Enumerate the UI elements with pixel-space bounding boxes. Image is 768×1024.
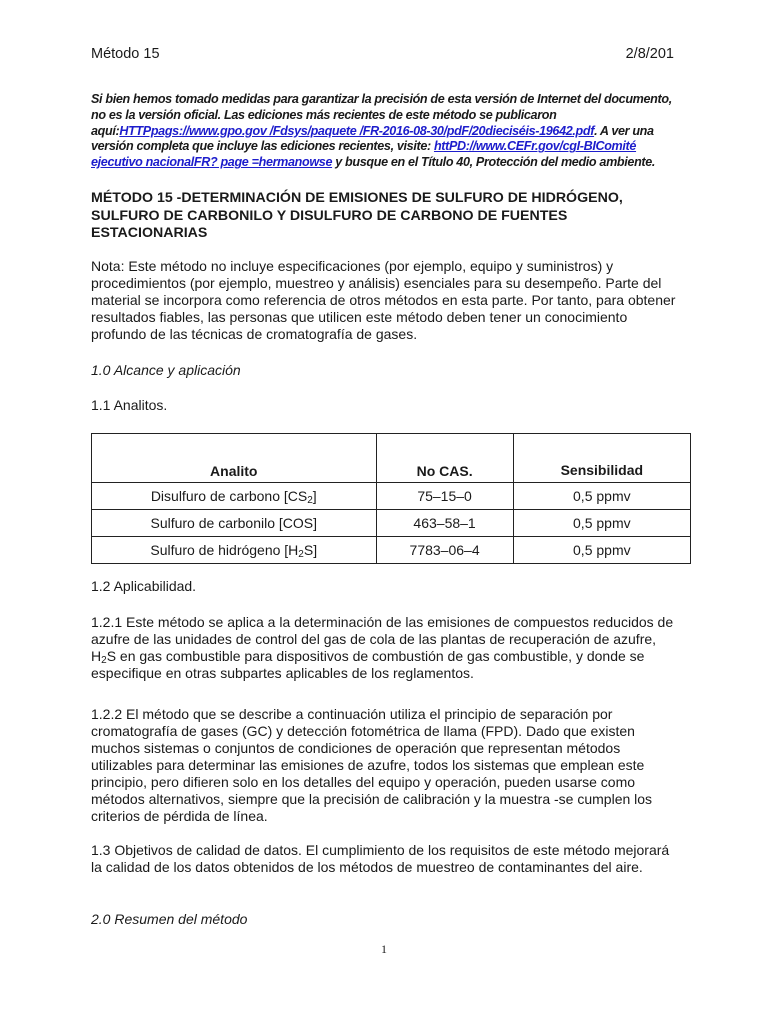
method-title: MÉTODO 15 -DETERMINACIÓN DE EMISIONES DE SULFURO DE HIDRÓGENO, SULFURO DE CARBONILO Y DISULFURO DE CARBONO DE FUENTES ESTACIONARIAS (91, 190, 623, 241)
cas-cell: 75–15–0 (376, 483, 513, 510)
analito-tail: ] (312, 488, 317, 504)
section-2-0-heading: 2.0 Resumen del método (91, 911, 248, 927)
p121-subscript: 2 (101, 655, 107, 666)
p121-text-a: 1.2.1 Este método se aplica a la determinación de las emisiones de compuestos reducidos de azufre de las unidades de control del gas de cola de las plantas de recuperación de azufre, H (91, 614, 674, 664)
cas-cell: 463–58–1 (376, 510, 513, 537)
sens-cell: 0,5 ppmv (513, 537, 690, 564)
ecfr-link[interactable]: httPD://www.CEFr.gov/cgI-BIComité ejecutivo nacionalFR? page =hermanowse (91, 139, 637, 170)
analito-subscript: 2 (298, 549, 304, 560)
table-row (92, 537, 691, 564)
analytes-table (91, 433, 691, 564)
col-header-sensibilidad (513, 434, 690, 483)
analito-cell (92, 537, 377, 564)
table-row (92, 510, 691, 537)
page-header (91, 46, 674, 62)
header-method: Método 15 (91, 46, 160, 62)
table-header-row (92, 434, 691, 483)
nota-paragraph: Nota: Este método no incluye especificaciones (por ejemplo, equipo y suministros) y procedimientos (por ejemplo, muestreo y análisis) esenciales para su desempeño. Parte del material se incorpora como referencia de otros métodos en esta parte. Por tanto, para obtener resultados fiables, las personas que utilicen este método deben tener un conocimiento profundo de las técnicas de cromatografía de gases. (91, 258, 676, 342)
paragraph-1-3: 1.3 Objetivos de calidad de datos. El cumplimiento de los requisitos de este método mejorará la calidad de los datos obtenidos de los métodos de muestreo de contaminantes del aire. (91, 842, 670, 875)
analito-name: Disulfuro de carbono [CS (150, 488, 308, 504)
section-1-1-heading: 1.1 Analitos. (91, 397, 168, 413)
analito-cell (92, 483, 377, 510)
section-1-0-heading: 1.0 Alcance y aplicación (91, 362, 241, 378)
table-row (92, 483, 691, 510)
analito-name: Sulfuro de hidrógeno [H (150, 542, 299, 558)
gpo-link[interactable]: HTTPpags://www.gpo.gov /Fdsys/paquete /FR-2016-08-30/pdF/20dieciséis-19642.pdf (119, 123, 595, 138)
cas-cell: 7783–06–4 (376, 537, 513, 564)
sens-cell: 0,5 ppmv (513, 510, 690, 537)
analito-name: Sulfuro de carbonilo [COS] (150, 515, 318, 531)
header-date: 2/8/201 (625, 46, 674, 62)
section-1-2-heading: 1.2 Aplicabilidad. (91, 578, 197, 594)
analito-cell (92, 510, 377, 537)
sensibilidad-text: Sensibilidad (560, 462, 644, 478)
p121-text-b: S en gas combustible para dispositivos de combustión de gas combustible, y donde se especifique en otras subpartes aplicables de los reglamentos. (91, 648, 645, 681)
notice-text-3: y busque en el Título 40, Protección del medio ambiente. (332, 155, 656, 170)
analito-tail: S] (303, 542, 318, 558)
paragraph-1-2-1 (91, 614, 678, 682)
notice-text-2: . A ver una versión completa que incluye las ediciones recientes, visite: (91, 123, 654, 154)
notice-text-1: Si bien hemos tomado medidas para garantizar la precisión de esta versión de Internet del documento, no es la versión oficial. Las ediciones más recientes de este método se publicaron aquí: (91, 92, 672, 138)
analito-subscript: 2 (307, 495, 313, 506)
sens-cell: 0,5 ppmv (513, 483, 690, 510)
paragraph-1-2-2: 1.2.2 El método que se describe a continuación utiliza el principio de separación por cromatografía de gases (GC) y detección fotométrica de llama (FPD). Dado que existen muchos sistemas o conjuntos de condiciones de operación que representan métodos utilizables para determinar las emisiones de azufre, todos los sistemas que emplean este principio, pero difieren solo en los detalles del equipo y operación, pueden usarse como métodos alternativos, siempre que la precisión de calibración y la muestra -se cumplen los criterios de pérdida de línea. (91, 706, 653, 824)
col-header-analito: Analito (92, 434, 377, 483)
page-number: 1 (381, 942, 387, 956)
col-header-cas: No CAS. (376, 434, 513, 483)
disclaimer-notice (91, 92, 672, 171)
